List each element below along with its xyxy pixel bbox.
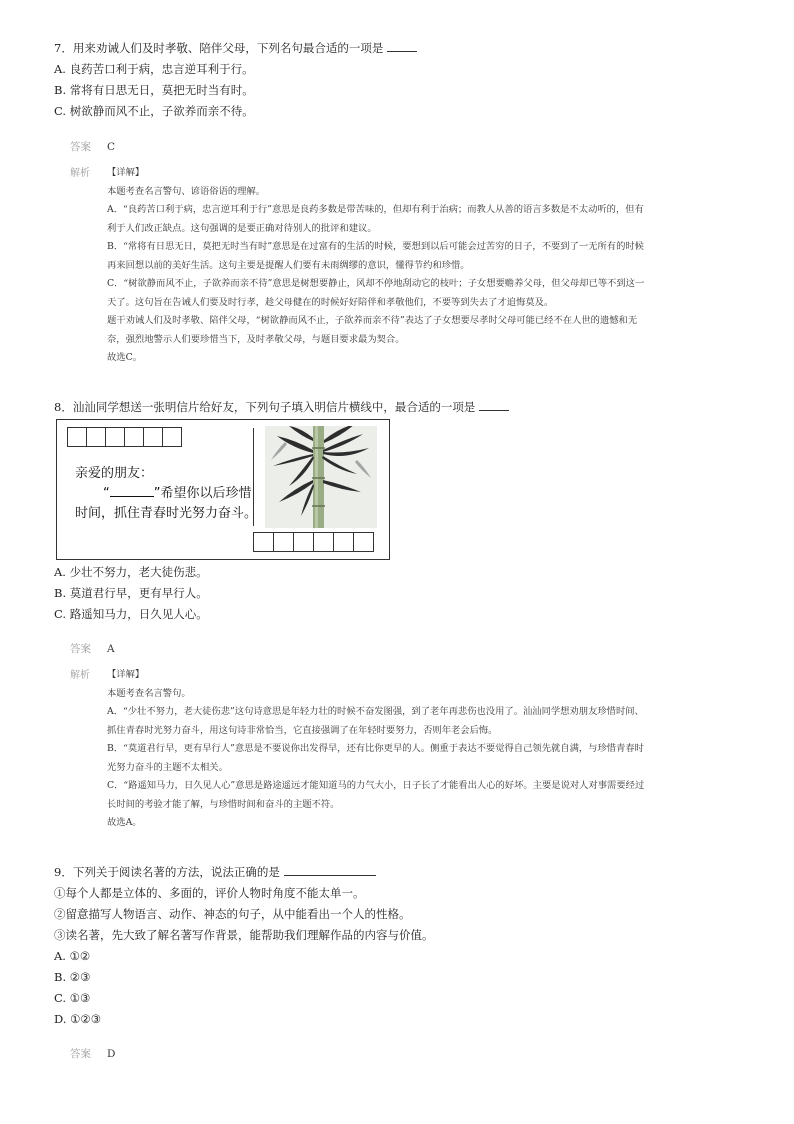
postcard-line-3: 时间，抓住青春时光努力奋斗。 <box>75 506 258 521</box>
explain-line: 本题考查名言警句。 <box>107 687 191 699</box>
postcard-greeting: 亲爱的朋友： <box>75 466 154 481</box>
postcode-box <box>353 532 374 552</box>
explain-line: C．“路遥知马力，日久见人心”意思是路途遥远才能知道马的力气大小，日子长了才能看出人心的好坏。主要是说对人对事需要经过 <box>107 780 645 791</box>
explain-line: 再来回想以前的美好生活。这句主要是提醒人们要有未雨绸缪的意识，懂得节约和珍惜。 <box>107 259 470 271</box>
answer-blank <box>479 398 509 411</box>
postcode-box <box>333 532 354 552</box>
explain-line: 【详解】 <box>107 669 145 680</box>
answer-value: D <box>107 1048 116 1060</box>
option-c: C. ①③ <box>54 991 91 1005</box>
question-7-answer <box>70 139 115 155</box>
question-7-stem-line <box>54 38 754 59</box>
postcode-box <box>253 532 274 552</box>
question-8-stem-line <box>54 397 754 418</box>
answer-label: 答案 <box>70 1048 91 1060</box>
postcode-box <box>86 427 106 447</box>
question-8-options <box>54 562 754 625</box>
explain-line: 【详解】 <box>107 167 145 178</box>
question-9-stem: 9．下列关于阅读名著的方法，说法正确的是 <box>54 865 280 879</box>
explanation-label: 解析 <box>70 670 90 681</box>
explain-line: 抓住青春时光努力奋斗，用这句诗非常恰当，它直接强调了在年轻时要努力，否则年老会后悔。 <box>107 724 498 736</box>
question-7 <box>54 38 754 122</box>
explain-line: 长时间的考验才能了解，与珍惜时间和奋斗的主题不符。 <box>107 798 340 810</box>
postcard <box>56 419 390 560</box>
question-9-stem-line <box>54 862 754 883</box>
answer-blank <box>284 863 376 876</box>
question-9 <box>54 862 754 1030</box>
postcode-box <box>273 532 294 552</box>
statement-1: ①每个人都是立体的、多面的，评价人物时角度不能太单一。 <box>54 886 365 900</box>
explain-line: 故选A。 <box>107 817 142 828</box>
sender-postcode-boxes <box>253 532 373 552</box>
postcode-box <box>67 427 87 447</box>
question-8-stem: 8．汕汕同学想送一张明信片给好友，下列句子填入明信片横线中，最合适的一项是 <box>54 400 476 414</box>
explain-line: 故选C。 <box>107 352 143 363</box>
postcode-box <box>143 427 163 447</box>
option-c: C. 路遥知马力，日久见人心。 <box>54 607 208 621</box>
bamboo-icon <box>265 426 377 528</box>
option-c: C. 树欲静而风不止，子欲养而亲不待。 <box>54 104 254 118</box>
postcode-box <box>105 427 125 447</box>
answer-value: A <box>107 643 115 655</box>
explain-line: B．“常将有日思无日，莫把无时当有时”意思是在过富有的生活的时候，要想到以后可能会过苦穷的日子，不要到了一无所有的时候 <box>107 241 644 252</box>
bamboo-painting <box>265 426 377 528</box>
explain-line: 光努力奋斗的主题不太相关。 <box>107 761 228 773</box>
question-8-answer <box>70 641 115 657</box>
postcode-box <box>124 427 144 447</box>
answer-label: 答案 <box>70 141 91 153</box>
question-9-answer <box>70 1046 115 1062</box>
option-b: B. 莫道君行早，更有早行人。 <box>54 586 208 600</box>
postcode-box <box>162 427 182 447</box>
postcard-line-2 <box>75 484 257 504</box>
explain-line: 利于人们改正缺点。这句强调的是要正确对待别人的批评和建议。 <box>107 222 377 234</box>
answer-value: C <box>107 141 116 153</box>
explain-line: C．“树欲静而风不止，子欲养而亲不待”意思是树想要静止，风却不停地刮动它的枝叶；子女想要赡养父母，但父母却已等不到这一 <box>107 278 645 289</box>
postcard-line-2-text: ”希望你以后珍惜 <box>153 486 252 501</box>
open-quote: “ <box>103 486 110 501</box>
postcode-boxes <box>67 427 181 447</box>
question-7-stem: 7．用来劝诫人们及时孝敬、陪伴父母，下列名句最合适的一项是 <box>54 41 384 55</box>
question-8 <box>54 397 754 418</box>
explain-line: B．“莫道君行早，更有早行人”意思是不要说你出发得早，还有比你更早的人。侧重于表达不要觉得自己领先就自满，与珍惜青春时 <box>107 743 644 754</box>
postcard-blank <box>110 484 154 497</box>
statement-3: ③读名著，先大致了解名著写作背景，能帮助我们理解作品的内容与价值。 <box>54 928 434 942</box>
explain-line: 本题考查名言警句、谚语俗语的理解。 <box>107 185 266 197</box>
postcard-message <box>75 464 257 524</box>
postcode-box <box>313 532 334 552</box>
option-b: B. ②③ <box>54 970 91 984</box>
option-a: A. ①② <box>54 949 91 963</box>
explanation-label: 解析 <box>70 168 90 179</box>
postcode-box <box>293 532 314 552</box>
explain-line: A．“少壮不努力，老大徒伤悲”这句诗意思是年轻力壮的时候不奋发图强，到了老年再悲伤也没用了。汕汕同学想劝朋友珍惜时间、 <box>107 706 644 717</box>
explain-line: 天了。这句旨在告诫人们要及时行孝，趁父母健在的时候好好陪伴和孝敬他们，不要等到失去了才追悔莫及。 <box>107 296 554 308</box>
statement-2: ②留意描写人物语言、动作、神态的句子，从中能看出一个人的性格。 <box>54 907 411 921</box>
answer-blank <box>387 39 417 52</box>
option-a: A. 少壮不努力，老大徒伤悲。 <box>54 565 208 579</box>
explain-line: 题干劝诫人们及时孝敬、陪伴父母，“树欲静而风不止，子欲养而亲不待”表达了子女想要尽孝时父母可能已经不在人世的遗憾和无 <box>107 315 638 326</box>
postcard-divider <box>253 428 254 526</box>
explain-line: 奈，强烈地警示人们要珍惜当下，及时孝敬父母，与题目要求最为契合。 <box>107 333 405 345</box>
option-d: D. ①②③ <box>54 1012 102 1026</box>
option-a: A. 良药苦口利于病，忠言逆耳利于行。 <box>54 62 254 76</box>
answer-label: 答案 <box>70 643 91 655</box>
option-b: B. 常将有日思无日，莫把无时当有时。 <box>54 83 254 97</box>
explain-line: A．“良药苦口利于病，忠言逆耳利于行”意思是良药多数是带苦味的，但却有利于治病；而教人从善的语言多数是不太动听的，但有 <box>107 204 644 215</box>
